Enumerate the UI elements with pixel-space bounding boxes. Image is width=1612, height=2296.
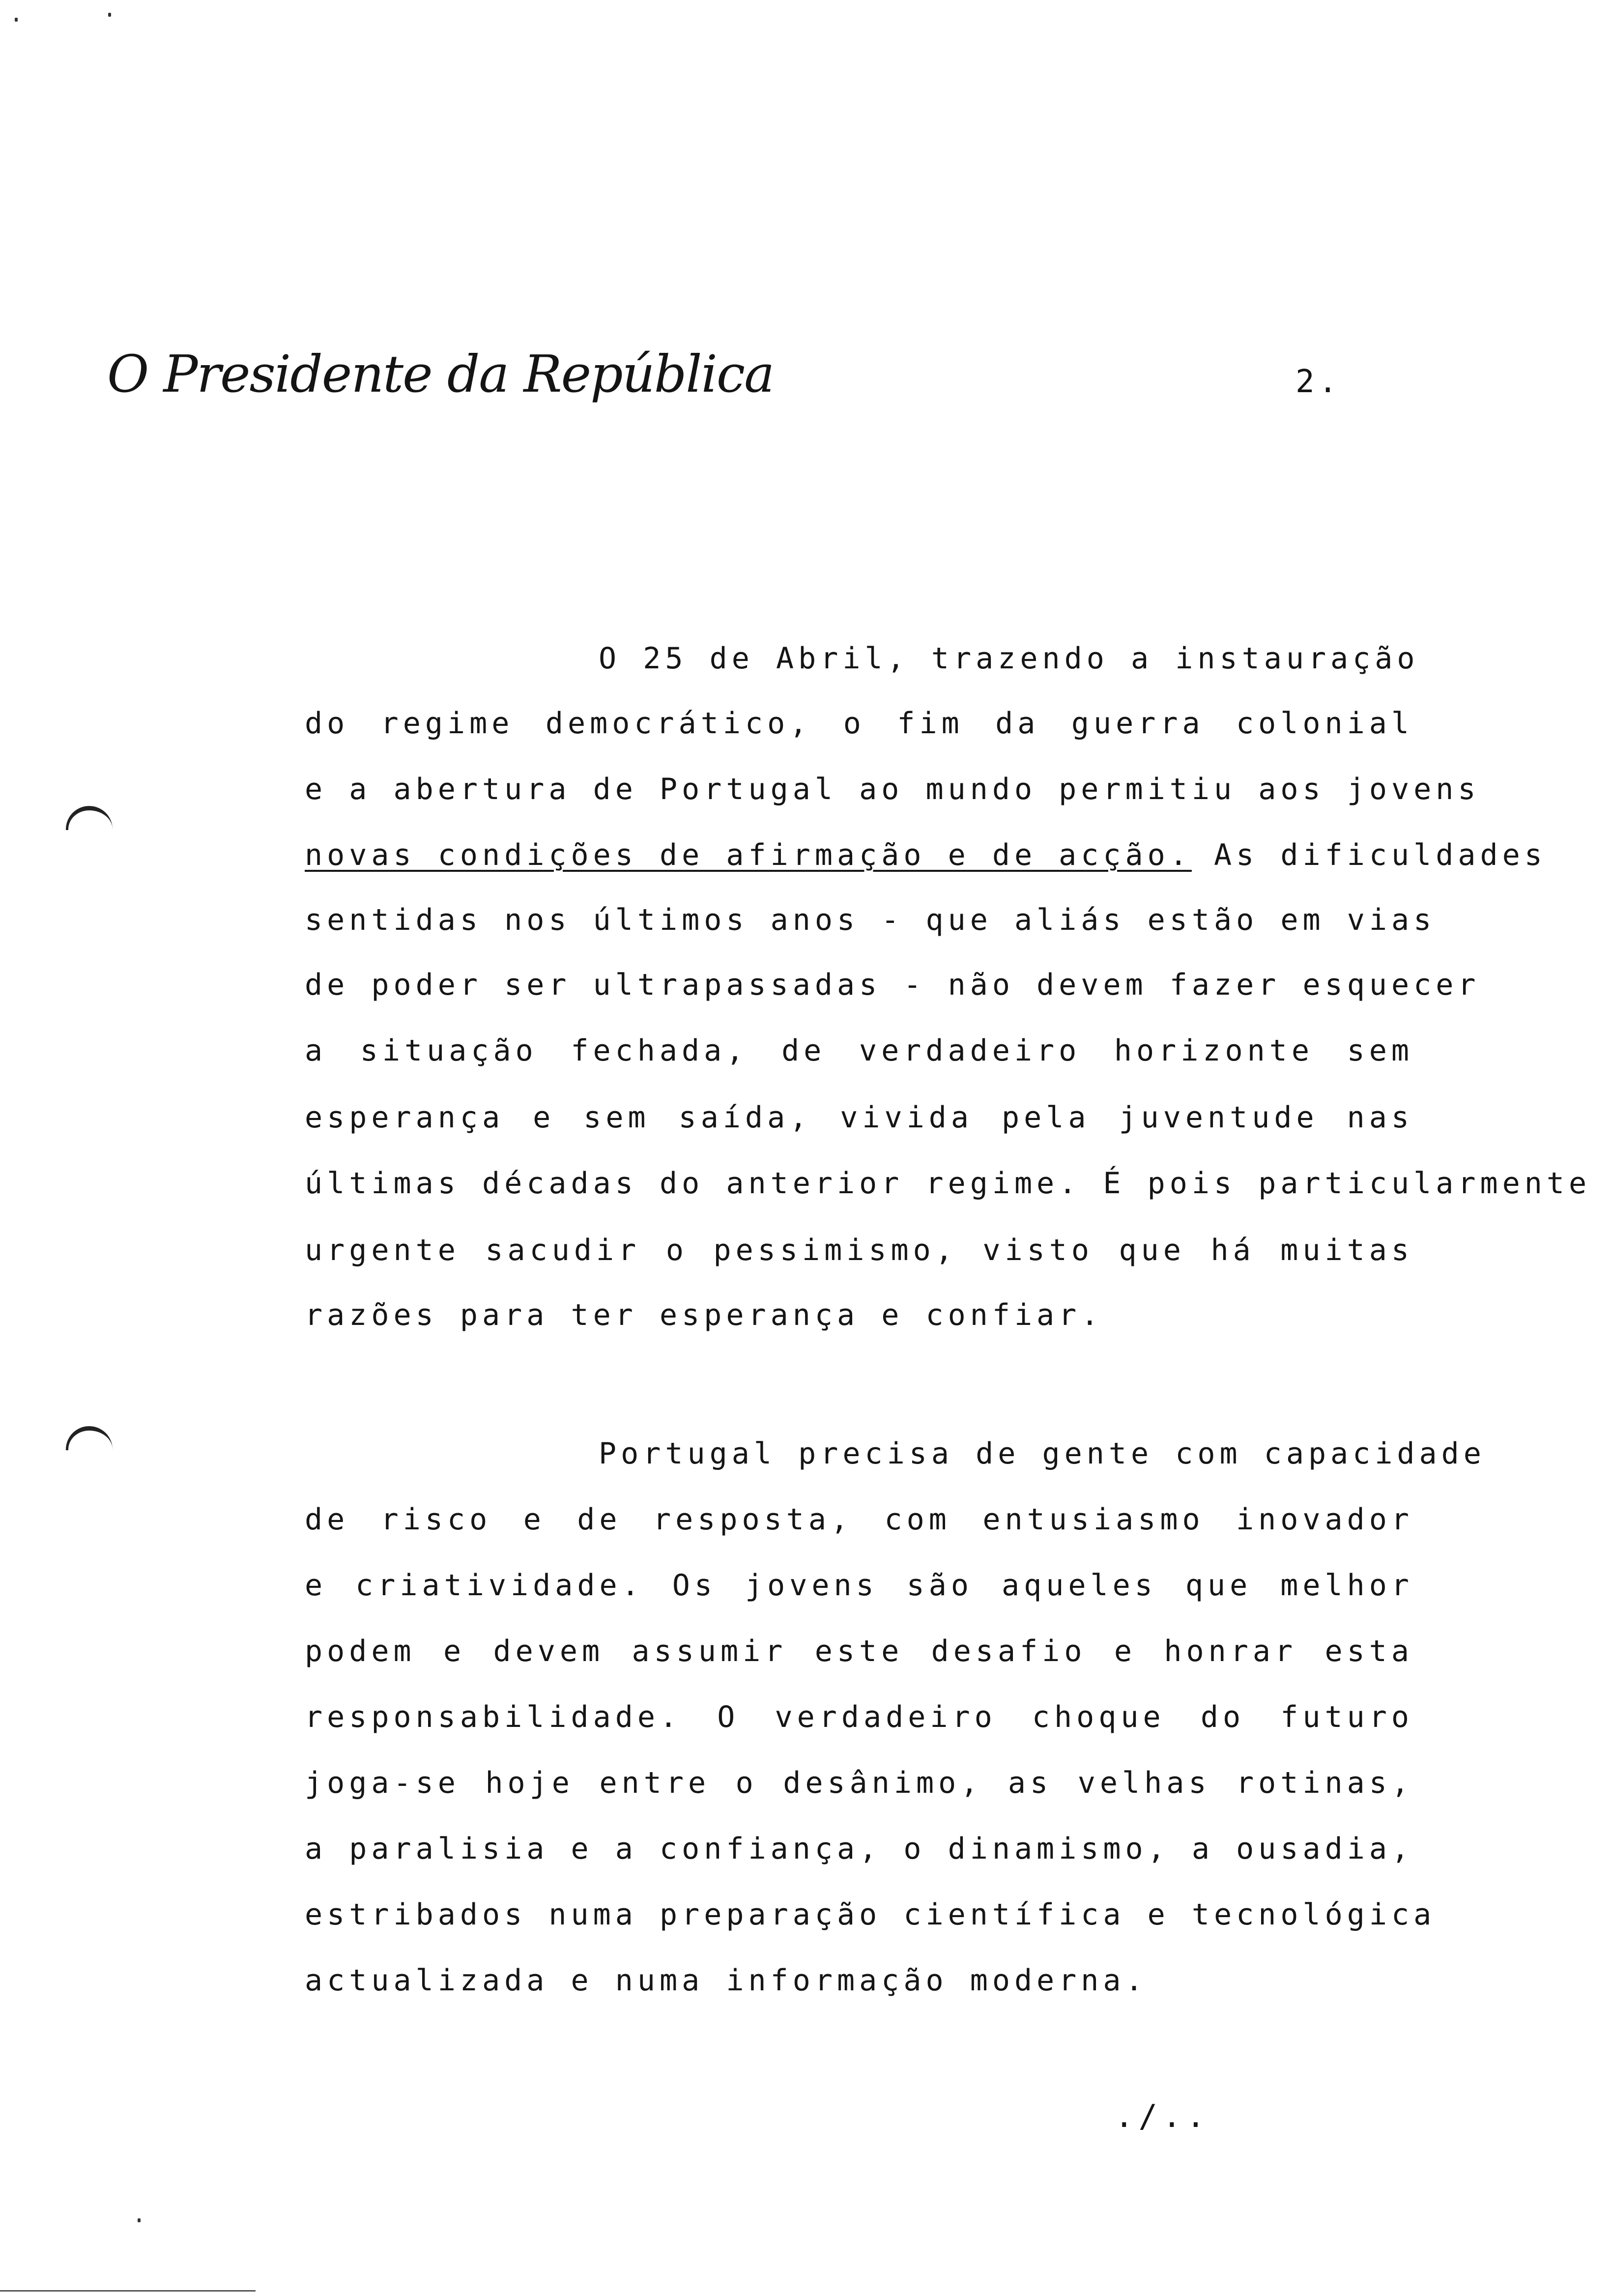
scan-speck <box>15 18 18 22</box>
paragraph-1-line-3: e a abertura de Portugal ao mundo permitiu aos jovens <box>305 772 1480 806</box>
underlined-phrase: novas condições de afirmação e de acção. <box>305 838 1192 872</box>
paragraph-1-line-2: do regime democrático, o fim da guerra colonial <box>305 706 1413 741</box>
continuation-mark: ./.. <box>1115 2098 1210 2135</box>
scan-speck <box>138 2218 141 2222</box>
scan-speck <box>108 13 111 17</box>
punch-hole-mark-lower <box>66 1426 113 1450</box>
paragraph-2-line-2: de risco e de resposta, com entusiasmo inovador <box>305 1502 1413 1537</box>
paragraph-2-line-6: joga-se hoje entre o desânimo, as velhas rotinas, <box>305 1766 1413 1800</box>
scan-edge-line <box>0 2290 256 2292</box>
paragraph-1-line-9: últimas décadas do anterior regime. É pois particularmente <box>305 1166 1591 1201</box>
paragraph-2-line-4: podem e devem assumir este desafio e honrar esta <box>305 1634 1413 1668</box>
paragraph-2-line-8: estribados numa preparação científica e tecnológica <box>305 1897 1436 1932</box>
paragraph-2-line-3: e criatividade. Os jovens são aqueles que melhor <box>305 1568 1413 1603</box>
paragraph-1-line-7: a situação fechada, de verdadeiro horizonte sem <box>305 1033 1413 1068</box>
paragraph-1-line-5: sentidas nos últimos anos - que aliás estão em vias <box>305 903 1436 937</box>
paragraph-1-line-8: esperança e sem saída, vivida pela juventude nas <box>305 1100 1413 1135</box>
paragraph-1-line-6: de poder ser ultrapassadas - não devem fazer esquecer <box>305 968 1480 1002</box>
paragraph-1-line-4 <box>305 835 1547 875</box>
paragraph-2-line-1: Portugal precisa de gente com capacidade <box>599 1436 1486 1471</box>
paragraph-2-line-9: actualizada e numa informação moderna. <box>305 1963 1148 1998</box>
punch-hole-mark-upper <box>66 806 113 830</box>
line-continuation: As dificuldades <box>1214 838 1547 872</box>
paragraph-1-line-11: razões para ter esperança e confiar. <box>305 1298 1103 1332</box>
paragraph-1-line-10: urgente sacudir o pessimismo, visto que há muitas <box>305 1233 1413 1267</box>
paragraph-1-line-1: O 25 de Abril, trazendo a instauração <box>599 641 1419 676</box>
page-number: 2. <box>1295 364 1342 400</box>
letterhead: O Presidente da República <box>107 344 774 404</box>
paragraph-2-line-7: a paralisia e a confiança, o dinamismo, a ousadia, <box>305 1832 1414 1866</box>
paragraph-2-line-5: responsabilidade. O verdadeiro choque do futuro <box>305 1700 1413 1734</box>
